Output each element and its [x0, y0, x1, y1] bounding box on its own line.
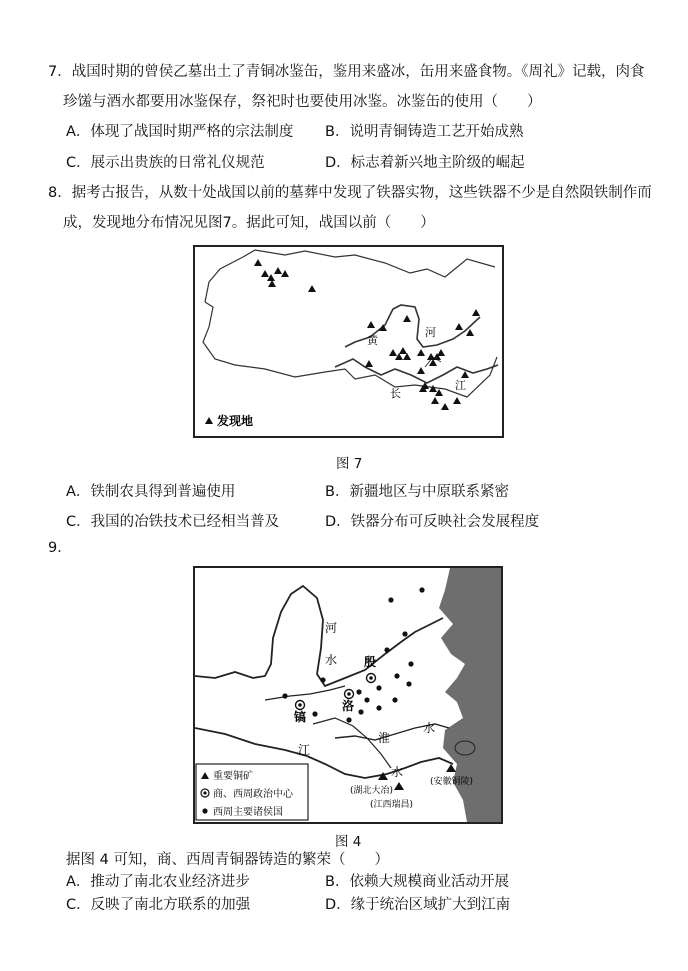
state-marker [376, 705, 381, 710]
q9-stem: 据图 4 可知，商、西周青铜器铸造的繁荣（ ） [66, 852, 389, 868]
site-marker [365, 360, 373, 367]
mine-marker-tongling [446, 764, 456, 772]
state-marker [358, 709, 363, 714]
map-7-legend: 发现地 [217, 414, 254, 428]
figure-7-map [193, 245, 504, 438]
city-label-yin: 殷 [364, 655, 377, 669]
site-marker [367, 321, 375, 328]
site-label-tongling: (安徽铜陵) [430, 777, 474, 787]
legend-state: 西周主要诸侯国 [213, 807, 283, 818]
state-marker [376, 685, 381, 690]
state-marker [312, 711, 317, 716]
site-marker [453, 397, 461, 404]
map-outline [205, 250, 495, 302]
option-letter: A． [66, 124, 91, 140]
option-text: 铁器分布可反映社会发展程度 [350, 514, 540, 530]
state-marker [388, 597, 393, 602]
option-text: 新疆地区与中原联系紧密 [349, 484, 509, 500]
option-text: 推动了南北农业经济进步 [90, 874, 250, 890]
river-label: 河 [325, 621, 338, 635]
site-marker [308, 285, 316, 292]
river-label: 江 [298, 743, 311, 757]
river-label: 黄 [367, 334, 378, 347]
site-marker [267, 274, 275, 281]
option-text: 依赖大规模商业活动开展 [349, 874, 509, 890]
site-marker [466, 329, 474, 336]
option-letter: A． [66, 484, 91, 500]
state-marker [346, 717, 351, 722]
option-letter: D． [325, 155, 351, 171]
option-letter: B． [325, 874, 350, 890]
site-label-ruichang: (江西瑞昌) [370, 800, 414, 810]
q7-option-a[interactable] [66, 122, 293, 142]
site-marker [417, 349, 425, 356]
legend-mine: 重要铜矿 [213, 771, 253, 782]
site-marker [403, 315, 411, 322]
q7-option-d[interactable] [325, 153, 525, 173]
site-marker [417, 367, 425, 374]
option-letter: C． [66, 897, 91, 913]
site-marker [274, 267, 282, 274]
map-border-south [203, 302, 497, 397]
option-text: 我国的冶铁技术已经相当普及 [90, 514, 280, 530]
q9-option-d[interactable] [325, 895, 510, 915]
river-label: 江 [455, 379, 466, 392]
site-marker [403, 353, 411, 360]
legend-capital: 商、西周政治中心 [213, 789, 293, 800]
city-label-luo: 洛 [342, 699, 355, 713]
q8-stem-line2: 成，发现地分布情况见图7。据此可知，战国以前（ ） [63, 215, 435, 231]
dot-icon [202, 808, 207, 813]
mine-marker-ruichang [394, 782, 404, 790]
state-marker [408, 661, 413, 666]
q9-option-b[interactable] [325, 872, 509, 892]
site-marker [399, 347, 407, 354]
site-marker [437, 349, 445, 356]
q8-stem-line1: 8．据考古报告，从数十处战国以前的墓葬中发现了铁器实物，这些铁器不少是自然陨铁制作而 [48, 185, 652, 201]
site-marker [461, 371, 469, 378]
option-text: 铁制农具得到普遍使用 [90, 484, 236, 500]
option-text: 反映了南北方联系的加强 [90, 897, 251, 913]
site-marker [389, 349, 397, 356]
option-letter: B． [325, 484, 350, 500]
river-label: 水 [325, 653, 338, 667]
option-letter: D． [325, 897, 351, 913]
state-marker [394, 673, 399, 678]
q7-option-b[interactable] [325, 122, 523, 142]
option-text: 体现了战国时期严格的宗法制度 [90, 124, 294, 140]
triangle-icon [205, 417, 213, 424]
tributary [265, 686, 345, 700]
site-marker [441, 403, 449, 410]
figure-4-map [193, 566, 503, 824]
city-label-hao: 镐 [294, 710, 307, 724]
river-label: 长 [390, 387, 401, 400]
q8-option-c[interactable] [66, 512, 279, 532]
map-4-svg [195, 568, 501, 822]
state-marker [402, 631, 407, 636]
lake [455, 741, 475, 755]
q7-stem-line2: 珍馐与酒水都要用冰鉴保存，祭祀时也要使用冰鉴。冰鉴缶的使用（ ） [63, 94, 542, 110]
site-marker [455, 323, 463, 330]
site-label-daye: (湖北大冶) [350, 786, 394, 796]
figure-4-caption: 图 4 [335, 834, 362, 850]
q7-stem-line1: 7．战国时期的曾侯乙墓出土了青铜冰鉴缶，鉴用来盛冰，缶用来盛食物。《周礼》记载，肉食 [48, 64, 645, 80]
q9-number: 9． [48, 540, 72, 556]
river-label: 淮 [378, 731, 391, 745]
site-marker [435, 389, 443, 396]
state-marker [406, 681, 411, 686]
option-text: 展示出贵族的日常礼仪规范 [90, 155, 265, 171]
site-marker [281, 270, 289, 277]
state-marker [392, 697, 397, 702]
map-7-svg [195, 247, 502, 436]
q9-option-c[interactable] [66, 895, 250, 915]
option-text: 缘于统治区域扩大到江南 [350, 897, 511, 913]
river-label: 河 [425, 326, 436, 339]
q8-option-d[interactable] [325, 512, 539, 532]
option-letter: C． [66, 514, 91, 530]
site-marker [395, 353, 403, 360]
state-marker [356, 689, 361, 694]
option-letter: A． [66, 874, 91, 890]
option-letter: D． [325, 514, 351, 530]
option-text: 标志着新兴地主阶级的崛起 [350, 155, 525, 171]
option-text: 说明青铜铸造工艺开始成熟 [349, 124, 524, 140]
state-marker [282, 693, 287, 698]
yangtze-river [335, 359, 498, 383]
q8-option-b[interactable] [325, 482, 509, 502]
river-label: 水 [423, 721, 436, 735]
option-letter: B． [325, 124, 350, 140]
state-marker [364, 697, 369, 702]
site-marker [431, 397, 439, 404]
site-marker [261, 270, 269, 277]
river-label: 水 [391, 765, 404, 779]
state-marker [384, 647, 389, 652]
q7-option-c[interactable] [66, 153, 265, 173]
site-marker [472, 309, 480, 316]
q9-option-a[interactable] [66, 872, 250, 892]
site-marker [429, 385, 437, 392]
state-marker [320, 677, 325, 682]
state-marker [419, 587, 424, 592]
q8-option-a[interactable] [66, 482, 235, 502]
option-letter: C． [66, 155, 91, 171]
site-marker [254, 259, 262, 266]
figure-7-caption: 图 7 [336, 456, 363, 472]
site-marker [268, 280, 276, 287]
